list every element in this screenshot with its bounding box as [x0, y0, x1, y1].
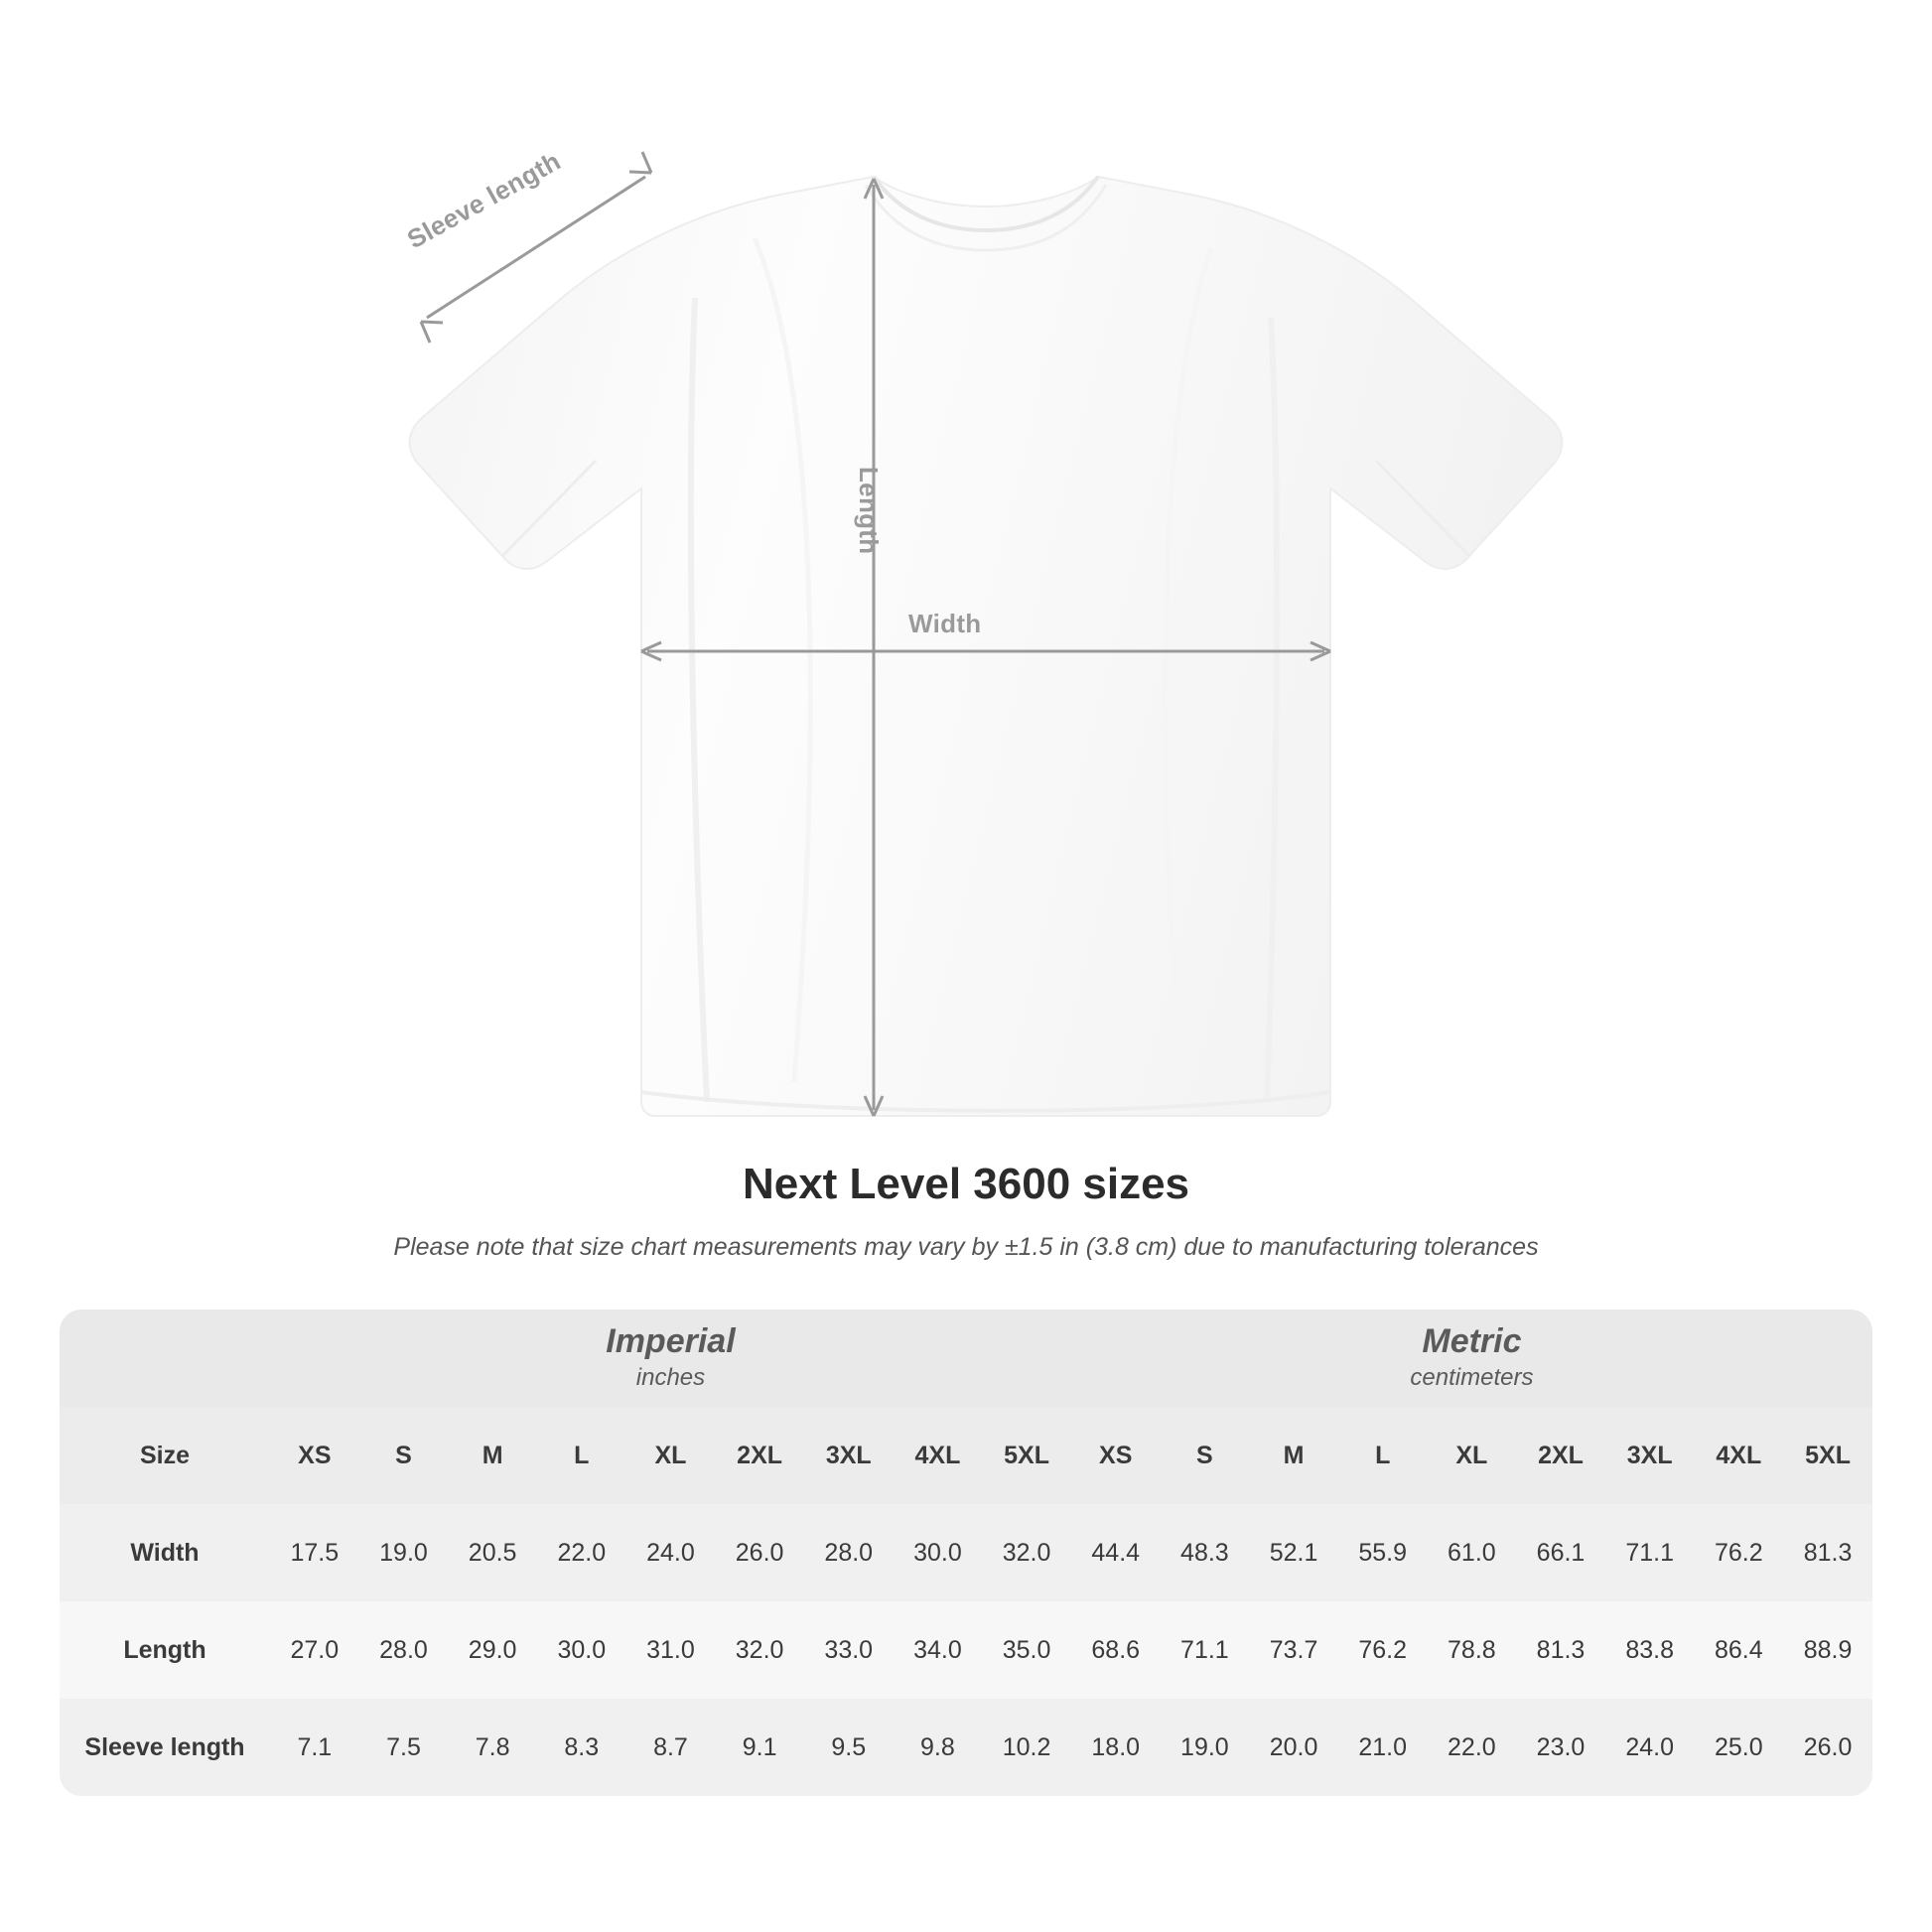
size-header-imperial-xl: XL: [626, 1407, 716, 1504]
size-header-metric-l: L: [1338, 1407, 1428, 1504]
cell-width-metric-l: 55.9: [1338, 1504, 1428, 1601]
size-table-body: [60, 1504, 1872, 1796]
cell-length-metric-2xl: 81.3: [1516, 1601, 1605, 1699]
cell-length-metric-l: 76.2: [1338, 1601, 1428, 1699]
tolerance-note: Please note that size chart measurements may vary by ±1.5 in (3.8 cm) due to manufacturing tolerances: [393, 1233, 1539, 1261]
cell-length-metric-xl: 78.8: [1428, 1601, 1517, 1699]
cell-length-imperial-s: 28.0: [359, 1601, 449, 1699]
cell-width-imperial-5xl: 32.0: [982, 1504, 1071, 1601]
imperial-system-label: Imperial: [606, 1321, 736, 1360]
cell-length-imperial-m: 29.0: [448, 1601, 537, 1699]
cell-length-imperial-xl: 31.0: [626, 1601, 716, 1699]
cell-length-metric-4xl: 86.4: [1695, 1601, 1784, 1699]
cell-length-imperial-4xl: 34.0: [894, 1601, 983, 1699]
cell-width-imperial-4xl: 30.0: [894, 1504, 983, 1601]
size-header-imperial-3xl: 3XL: [804, 1407, 894, 1504]
cell-width-metric-2xl: 66.1: [1516, 1504, 1605, 1601]
cell-width-imperial-m: 20.5: [448, 1504, 537, 1601]
cell-length-metric-s: 71.1: [1161, 1601, 1250, 1699]
cell-sleeve-length-metric-xl: 22.0: [1428, 1699, 1517, 1796]
metric-system-label: Metric: [1422, 1321, 1522, 1360]
size-header-metric-m: M: [1249, 1407, 1338, 1504]
cell-sleeve-length-imperial-3xl: 9.5: [804, 1699, 894, 1796]
size-header-metric-s: S: [1161, 1407, 1250, 1504]
length-dimension-label: Length: [854, 467, 884, 555]
cell-sleeve-length-imperial-xs: 7.1: [270, 1699, 359, 1796]
cell-length-imperial-3xl: 33.0: [804, 1601, 894, 1699]
metric-unit-label: centimeters: [1410, 1363, 1534, 1391]
cell-sleeve-length-imperial-2xl: 9.1: [715, 1699, 804, 1796]
size-header-imperial-5xl: 5XL: [982, 1407, 1071, 1504]
cell-length-imperial-2xl: 32.0: [715, 1601, 804, 1699]
cell-width-metric-3xl: 71.1: [1605, 1504, 1695, 1601]
size-header-metric-3xl: 3XL: [1605, 1407, 1695, 1504]
size-header-imperial-l: L: [537, 1407, 626, 1504]
page-title: Next Level 3600 sizes: [742, 1160, 1190, 1208]
cell-width-metric-s: 48.3: [1161, 1504, 1250, 1601]
cell-width-imperial-xl: 24.0: [626, 1504, 716, 1601]
cell-sleeve-length-imperial-s: 7.5: [359, 1699, 449, 1796]
cell-sleeve-length-metric-2xl: 23.0: [1516, 1699, 1605, 1796]
size-header-imperial-2xl: 2XL: [715, 1407, 804, 1504]
imperial-unit-label: inches: [635, 1363, 706, 1391]
cell-sleeve-length-metric-xs: 18.0: [1071, 1699, 1161, 1796]
row-label-length: Length: [60, 1601, 270, 1699]
sleeve-length-dimension-label: Sleeve length: [402, 145, 566, 255]
size-header-imperial-s: S: [359, 1407, 449, 1504]
row-label-sleeve-length: Sleeve length: [60, 1699, 270, 1796]
size-table: [60, 1310, 1872, 1796]
size-header-metric-xs: XS: [1071, 1407, 1161, 1504]
size-header-imperial-m: M: [448, 1407, 537, 1504]
cell-width-metric-5xl: 81.3: [1783, 1504, 1872, 1601]
cell-sleeve-length-imperial-l: 8.3: [537, 1699, 626, 1796]
cell-length-imperial-5xl: 35.0: [982, 1601, 1071, 1699]
cell-sleeve-length-metric-4xl: 25.0: [1695, 1699, 1784, 1796]
imperial-header: [270, 1310, 1071, 1407]
cell-sleeve-length-metric-l: 21.0: [1338, 1699, 1428, 1796]
cell-width-metric-xl: 61.0: [1428, 1504, 1517, 1601]
cell-sleeve-length-metric-m: 20.0: [1249, 1699, 1338, 1796]
cell-sleeve-length-metric-5xl: 26.0: [1783, 1699, 1872, 1796]
cell-width-imperial-s: 19.0: [359, 1504, 449, 1601]
size-table-container: [60, 1310, 1872, 1796]
metric-header: [1071, 1310, 1872, 1407]
width-dimension-label: Width: [908, 609, 982, 638]
cell-width-imperial-xs: 17.5: [270, 1504, 359, 1601]
cell-sleeve-length-imperial-m: 7.8: [448, 1699, 537, 1796]
cell-length-metric-5xl: 88.9: [1783, 1601, 1872, 1699]
size-corner-label: Size: [60, 1407, 270, 1504]
row-label-width: Width: [60, 1504, 270, 1601]
table-row: [60, 1601, 1872, 1699]
cell-length-metric-3xl: 83.8: [1605, 1601, 1695, 1699]
size-header-imperial-4xl: 4XL: [894, 1407, 983, 1504]
size-header-metric-4xl: 4XL: [1695, 1407, 1784, 1504]
table-row: [60, 1699, 1872, 1796]
cell-width-imperial-2xl: 26.0: [715, 1504, 804, 1601]
cell-width-imperial-3xl: 28.0: [804, 1504, 894, 1601]
cell-width-metric-4xl: 76.2: [1695, 1504, 1784, 1601]
size-header-imperial-xs: XS: [270, 1407, 359, 1504]
size-header-metric-2xl: 2XL: [1516, 1407, 1605, 1504]
cell-sleeve-length-imperial-5xl: 10.2: [982, 1699, 1071, 1796]
cell-sleeve-length-metric-s: 19.0: [1161, 1699, 1250, 1796]
cell-sleeve-length-imperial-xl: 8.7: [626, 1699, 716, 1796]
unit-system-header-row: [60, 1310, 1872, 1407]
size-header-metric-5xl: 5XL: [1783, 1407, 1872, 1504]
cell-length-imperial-l: 30.0: [537, 1601, 626, 1699]
cell-width-imperial-l: 22.0: [537, 1504, 626, 1601]
cell-width-metric-m: 52.1: [1249, 1504, 1338, 1601]
table-row: [60, 1504, 1872, 1601]
cell-sleeve-length-metric-3xl: 24.0: [1605, 1699, 1695, 1796]
cell-length-metric-xs: 68.6: [1071, 1601, 1161, 1699]
size-header-metric-xl: XL: [1428, 1407, 1517, 1504]
cell-length-imperial-xs: 27.0: [270, 1601, 359, 1699]
unit-header-spacer: [60, 1310, 270, 1407]
cell-sleeve-length-imperial-4xl: 9.8: [894, 1699, 983, 1796]
cell-width-metric-xs: 44.4: [1071, 1504, 1161, 1601]
cell-length-metric-m: 73.7: [1249, 1601, 1338, 1699]
size-header-row: [60, 1407, 1872, 1504]
